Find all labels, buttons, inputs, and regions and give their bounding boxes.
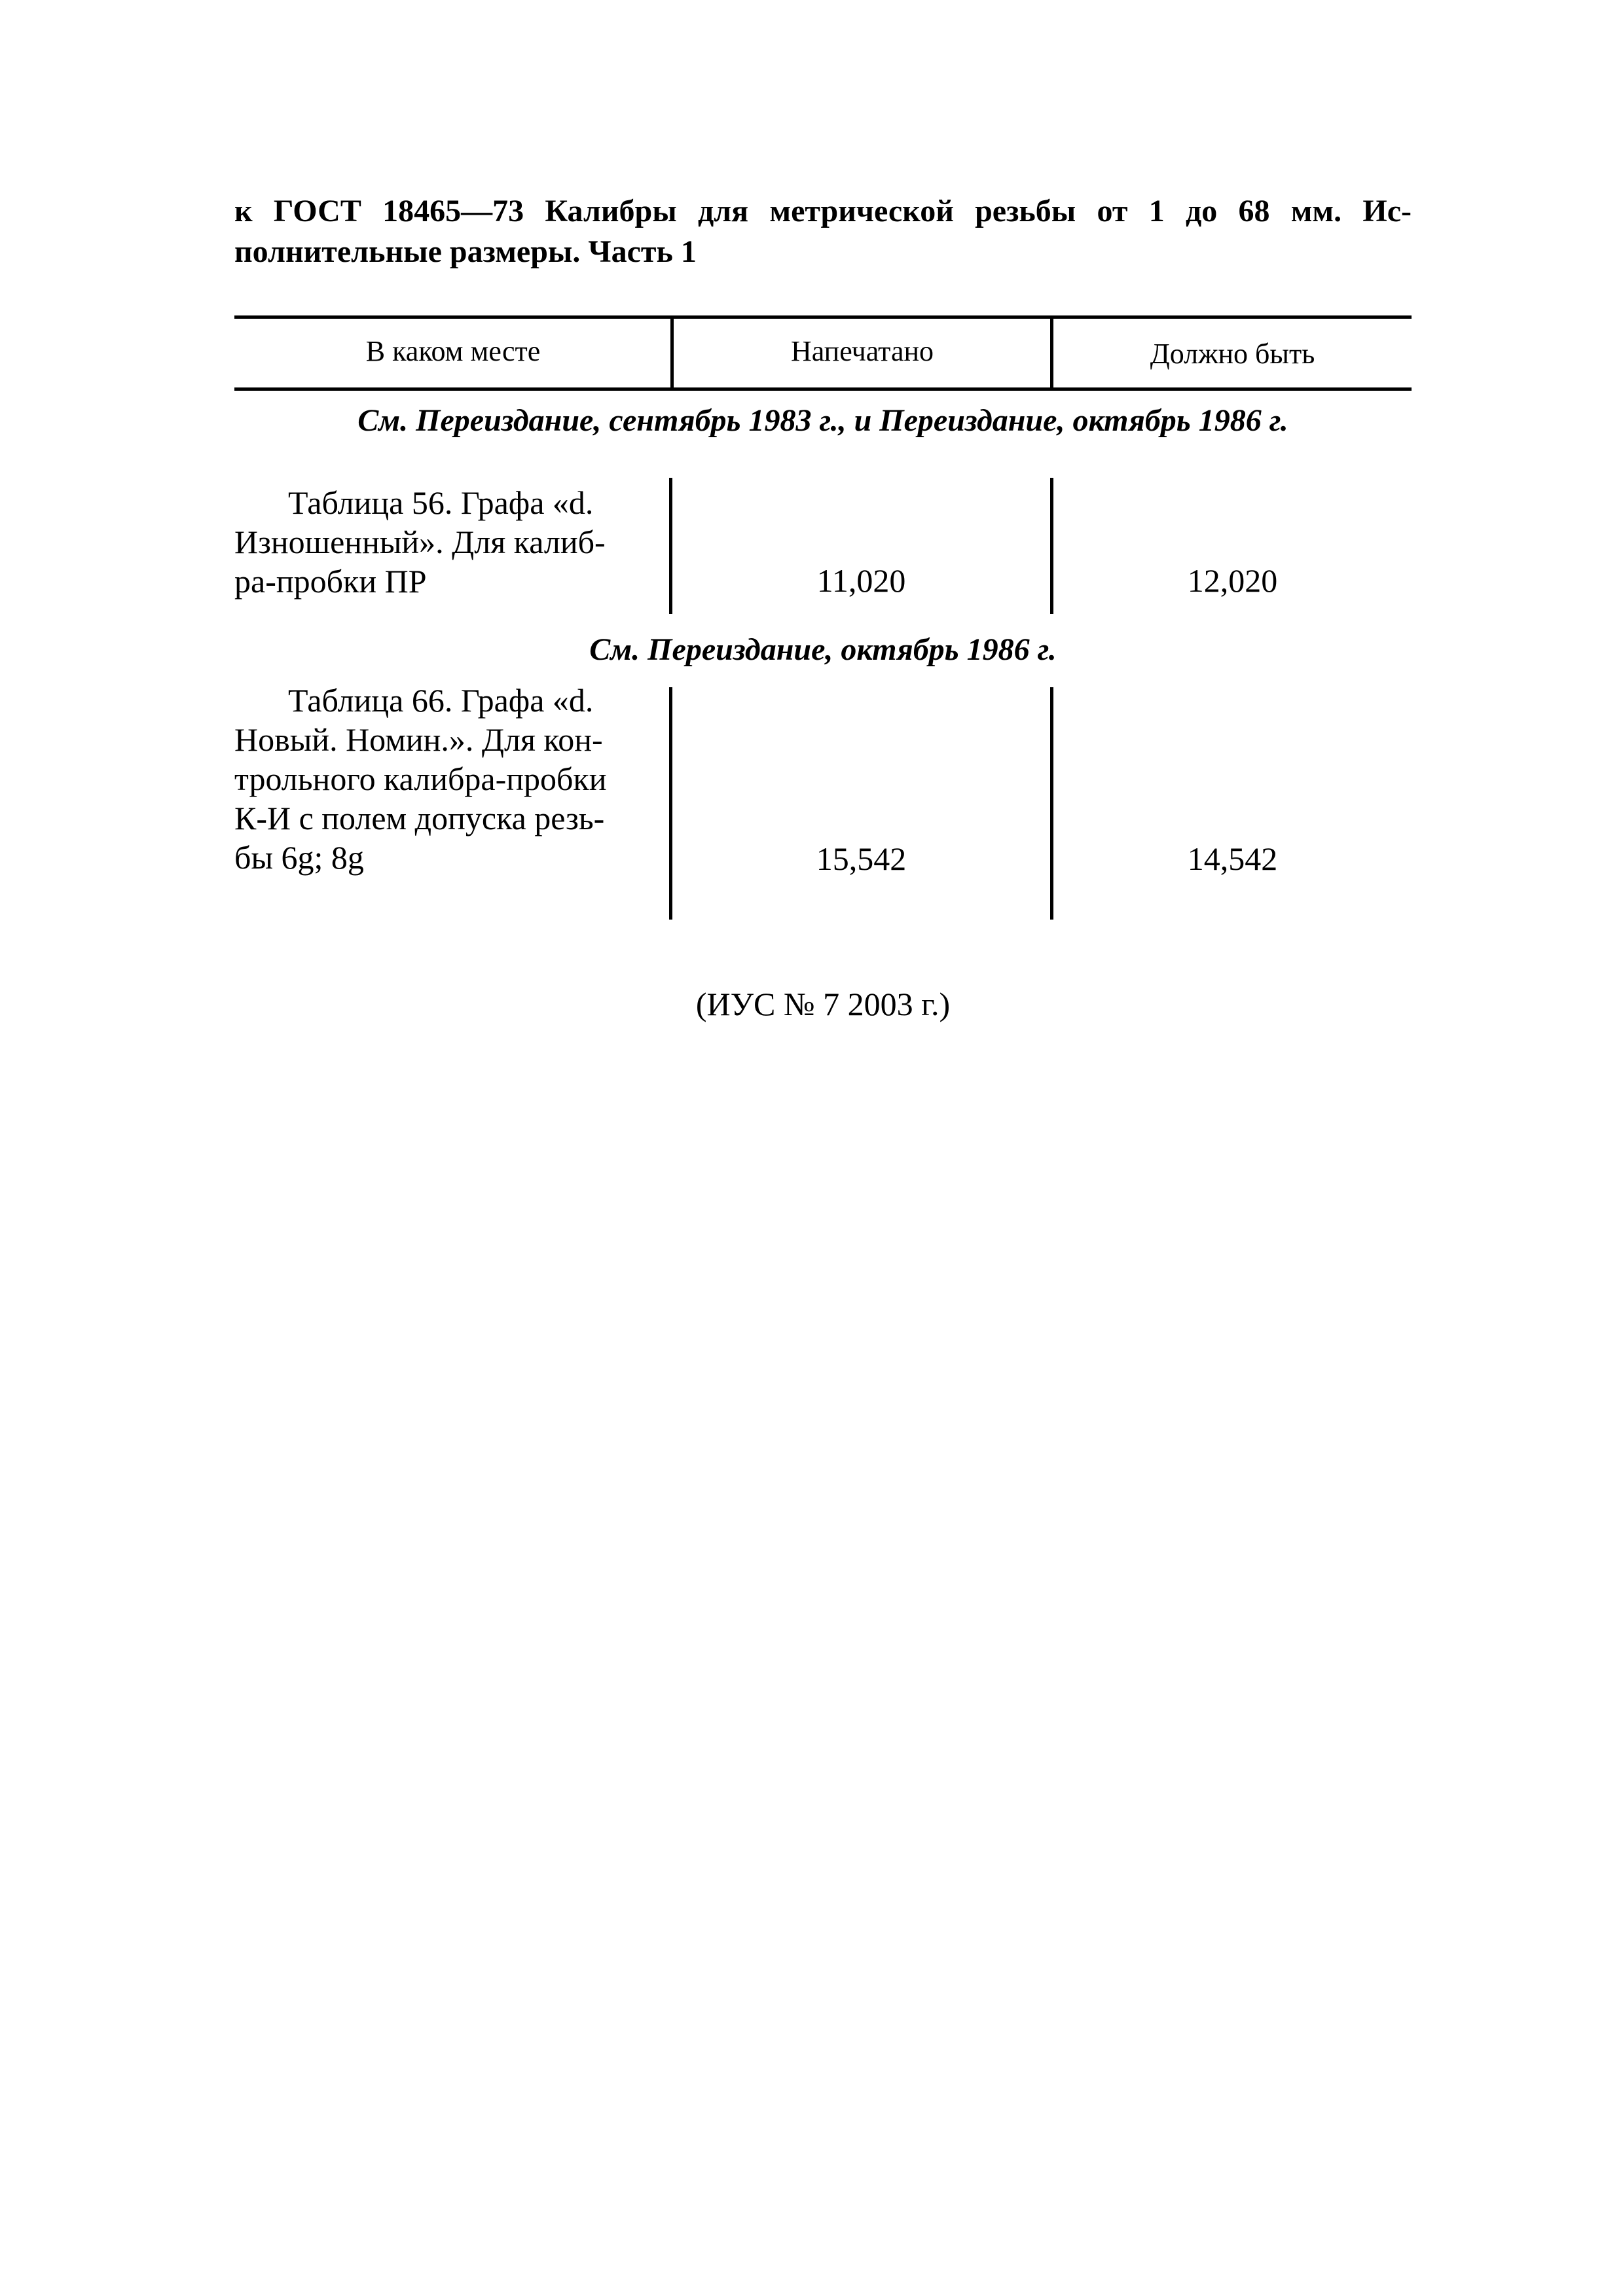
row-1-printed: 11,020 — [816, 562, 906, 599]
row-2-place-line-2: Новый. Номин.». Для кон- — [234, 721, 603, 758]
section-note-2: См. Переиздание, октябрь 1986 г. — [589, 632, 1057, 667]
row-1-place-line-1: Таблица 56. Графа «d. — [288, 484, 594, 521]
footer-reference: (ИУС № 7 2003 г.) — [695, 986, 951, 1022]
title-line-1: к ГОСТ 18465—73 Калибры для метрической резьбы от 1 до 68 мм. Ис- — [234, 194, 1412, 228]
row-1-place-line-3: ра-пробки ПР — [234, 563, 427, 600]
row-1-place — [234, 483, 659, 601]
header-place: В каком месте — [365, 334, 541, 367]
section-note-1: См. Переиздание, сентябрь 1983 г., и Переиздание, октябрь 1986 г. — [357, 403, 1288, 438]
row-1-place-line-2: Изношенный». Для калиб- — [234, 524, 606, 560]
row-2-place — [234, 681, 659, 877]
header-printed: Напечатано — [790, 334, 934, 367]
row-2-place-line-3: трольного калибра-пробки — [234, 761, 607, 797]
row-2-place-line-5: бы 6g; 8g — [234, 839, 364, 876]
row-2-should-be: 14,542 — [1187, 840, 1278, 877]
table-header-bottom-rule — [234, 387, 1412, 391]
document-title — [234, 191, 1412, 272]
row-2-place-line-4: К-И с полем допуска резь- — [234, 800, 605, 836]
title-line-2: полнительные размеры. Часть 1 — [234, 234, 697, 269]
row-2-divider-1 — [669, 687, 672, 920]
row-2-divider-2 — [1050, 687, 1053, 920]
header-should-be: Должно быть — [1150, 337, 1315, 370]
row-2-place-line-1: Таблица 66. Графа «d. — [288, 682, 594, 719]
row-2-printed: 15,542 — [816, 840, 907, 877]
row-1-should-be: 12,020 — [1187, 562, 1278, 599]
